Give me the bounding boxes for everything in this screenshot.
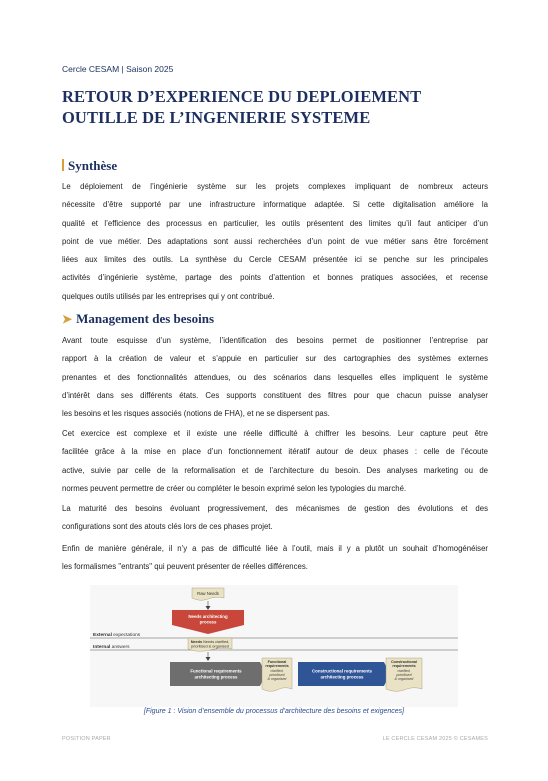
constructional-process-line-2: architecting process — [320, 674, 364, 680]
footer-left: POSITION PAPER — [62, 736, 111, 742]
internal-bold: Internal — [93, 645, 111, 650]
needs-process-line-2: process — [199, 619, 217, 625]
text-line: Enfin de manière générale, il n’y a pas de difficulté liée à l’outil, mais il y a plutôt un souhait d’homogénéiser — [62, 544, 488, 553]
needs-doc-line-2: prioritised & organised — [191, 644, 229, 649]
paragraph-management-4 — [62, 540, 488, 577]
functional-doc-line-1: Functional — [267, 660, 287, 664]
raw-needs-label: Raw Needs — [197, 591, 219, 596]
footer-right: LE CERCLE CESAM 2025 © CESAMES — [382, 736, 488, 742]
paragraph-management-3 — [62, 500, 488, 537]
text-line: quelques outils utilisés par les entreprises qui y ont contribué. — [62, 291, 275, 301]
text-line: Le déploiement de l’ingénierie système sur les projets complexes impliquant de nombreux acteurs — [62, 182, 488, 191]
constructional-process-box — [298, 662, 390, 686]
text-line: configurations sont des atouts clés lors de ces phases projet. — [62, 522, 273, 532]
text-line: prenantes et des fonctionnalités attendues, ou des scénarios dans lesquelles elles impliquent le système — [62, 372, 488, 382]
text-line: normes peuvent permettre de créer ou compléter le besoin exprimé selon les typologies du marché. — [62, 483, 407, 493]
text-line: rapport à la création de valeur et s’appuie en particulier sur des cartographies des systèmes externes — [62, 354, 488, 364]
text-line: les besoins et les risques associés (notions de FHA), et ne se dispersent pas. — [62, 409, 330, 419]
heading-text: Synthèse — [68, 158, 118, 173]
page-title — [62, 86, 502, 128]
header-kicker: Cercle CESAM | Saison 2025 — [62, 64, 174, 74]
text-line: active, suivie par celle de la reformalisation et de l’architecture du besoin. Des analyses marketing ou de — [62, 465, 488, 475]
text-line: activités d’ingénierie système, partage des points d’attention et bonnes pratiques associées, et recense — [62, 273, 488, 283]
needs-doc-line-1: Needs Needs clarified, — [190, 640, 230, 644]
text-line: Cet exercice est complexe et il existe une réelle difficulté à chiffrer les besoins. Leur capture peut être — [62, 429, 488, 438]
text-line: les formalismes "entrants" qui peuvent présenter de réelles différences. — [62, 562, 308, 572]
paragraph-management-1 — [62, 332, 488, 423]
text-line: point de vue métier. Des adaptations sont aussi recherchées d’un point de vue métier sans être forcément — [62, 236, 488, 246]
constructional-doc-line-4: prioritised — [396, 673, 412, 677]
figure-caption: [Figure 1 : Vision d’ensemble du processus d’architecture des besoins et exigences] — [143, 708, 405, 715]
external-bold: External — [93, 633, 112, 638]
external-label — [93, 632, 141, 638]
functional-process-line-1: Functional requirements — [190, 668, 242, 674]
section-heading-management — [62, 311, 214, 327]
title-line-1: RETOUR D’EXPERIENCE DU DEPLOIEMENT — [62, 87, 422, 106]
text-line: Avant toute esquisse d’un système, l’identification des besoins permet de positionner l’entreprise par — [62, 336, 488, 345]
functional-process-box — [170, 662, 266, 686]
section-heading-synthese — [62, 158, 117, 174]
text-line: facilitée grâce à la mise en place d’un fonctionnement itératif autour de deux phases : celle de l’écoute — [62, 447, 488, 457]
constructional-process-line-1: Constructional requirements — [311, 668, 373, 674]
heading-bar-icon — [62, 159, 64, 171]
heading-text: Management des besoins — [76, 311, 215, 326]
functional-requirements-doc — [262, 658, 292, 691]
internal-rest: answers — [110, 645, 130, 650]
chevron-right-icon: ➤ — [62, 312, 73, 326]
text-line: qualité et l’efficience des processus en particulier, les outils présentent des limites qu’il faut anticiper d’un — [62, 218, 488, 228]
paragraph-synthese — [62, 178, 488, 306]
constructional-doc-line-5: & organised — [394, 677, 414, 681]
functional-doc-line-4: prioritised — [269, 673, 285, 677]
internal-label — [93, 644, 130, 650]
process-diagram — [90, 585, 458, 707]
text-line: d’intérêt dans ses différents états. Ces supports constituent des filtres pour que chacun puisse analyser — [62, 390, 488, 400]
functional-doc-line-3: clarified, — [270, 669, 284, 673]
title-line-2: OUTILLE DE L’INGENIERIE SYSTEME — [62, 108, 371, 127]
needs-process-line-1: Needs architecting — [188, 614, 228, 619]
functional-doc-line-2: requirements — [265, 664, 289, 668]
paragraph-management-2 — [62, 425, 488, 498]
external-rest: expectations — [111, 633, 141, 638]
constructional-doc-line-3: clarified, — [397, 669, 411, 673]
text-line: La maturité des besoins évoluant progressivement, des mécanismes de gestion des évolutions et des — [62, 504, 488, 513]
text-line: nécessite d’être supporté par une infrastructure informatique adaptée. Si cette digitalisation améliore la — [62, 200, 488, 210]
constructional-doc-line-2: requirements — [392, 664, 416, 668]
constructional-requirements-doc — [386, 658, 422, 691]
functional-process-line-2: architecting process — [194, 674, 238, 680]
functional-doc-line-5: & organised — [267, 677, 287, 681]
constructional-doc-line-1: Constructional — [390, 660, 418, 664]
process-figure — [90, 585, 458, 707]
text-line: liées aux limites des outils. La synthèse du Cercle CESAM présentée ici se penche sur les principales — [62, 255, 488, 265]
